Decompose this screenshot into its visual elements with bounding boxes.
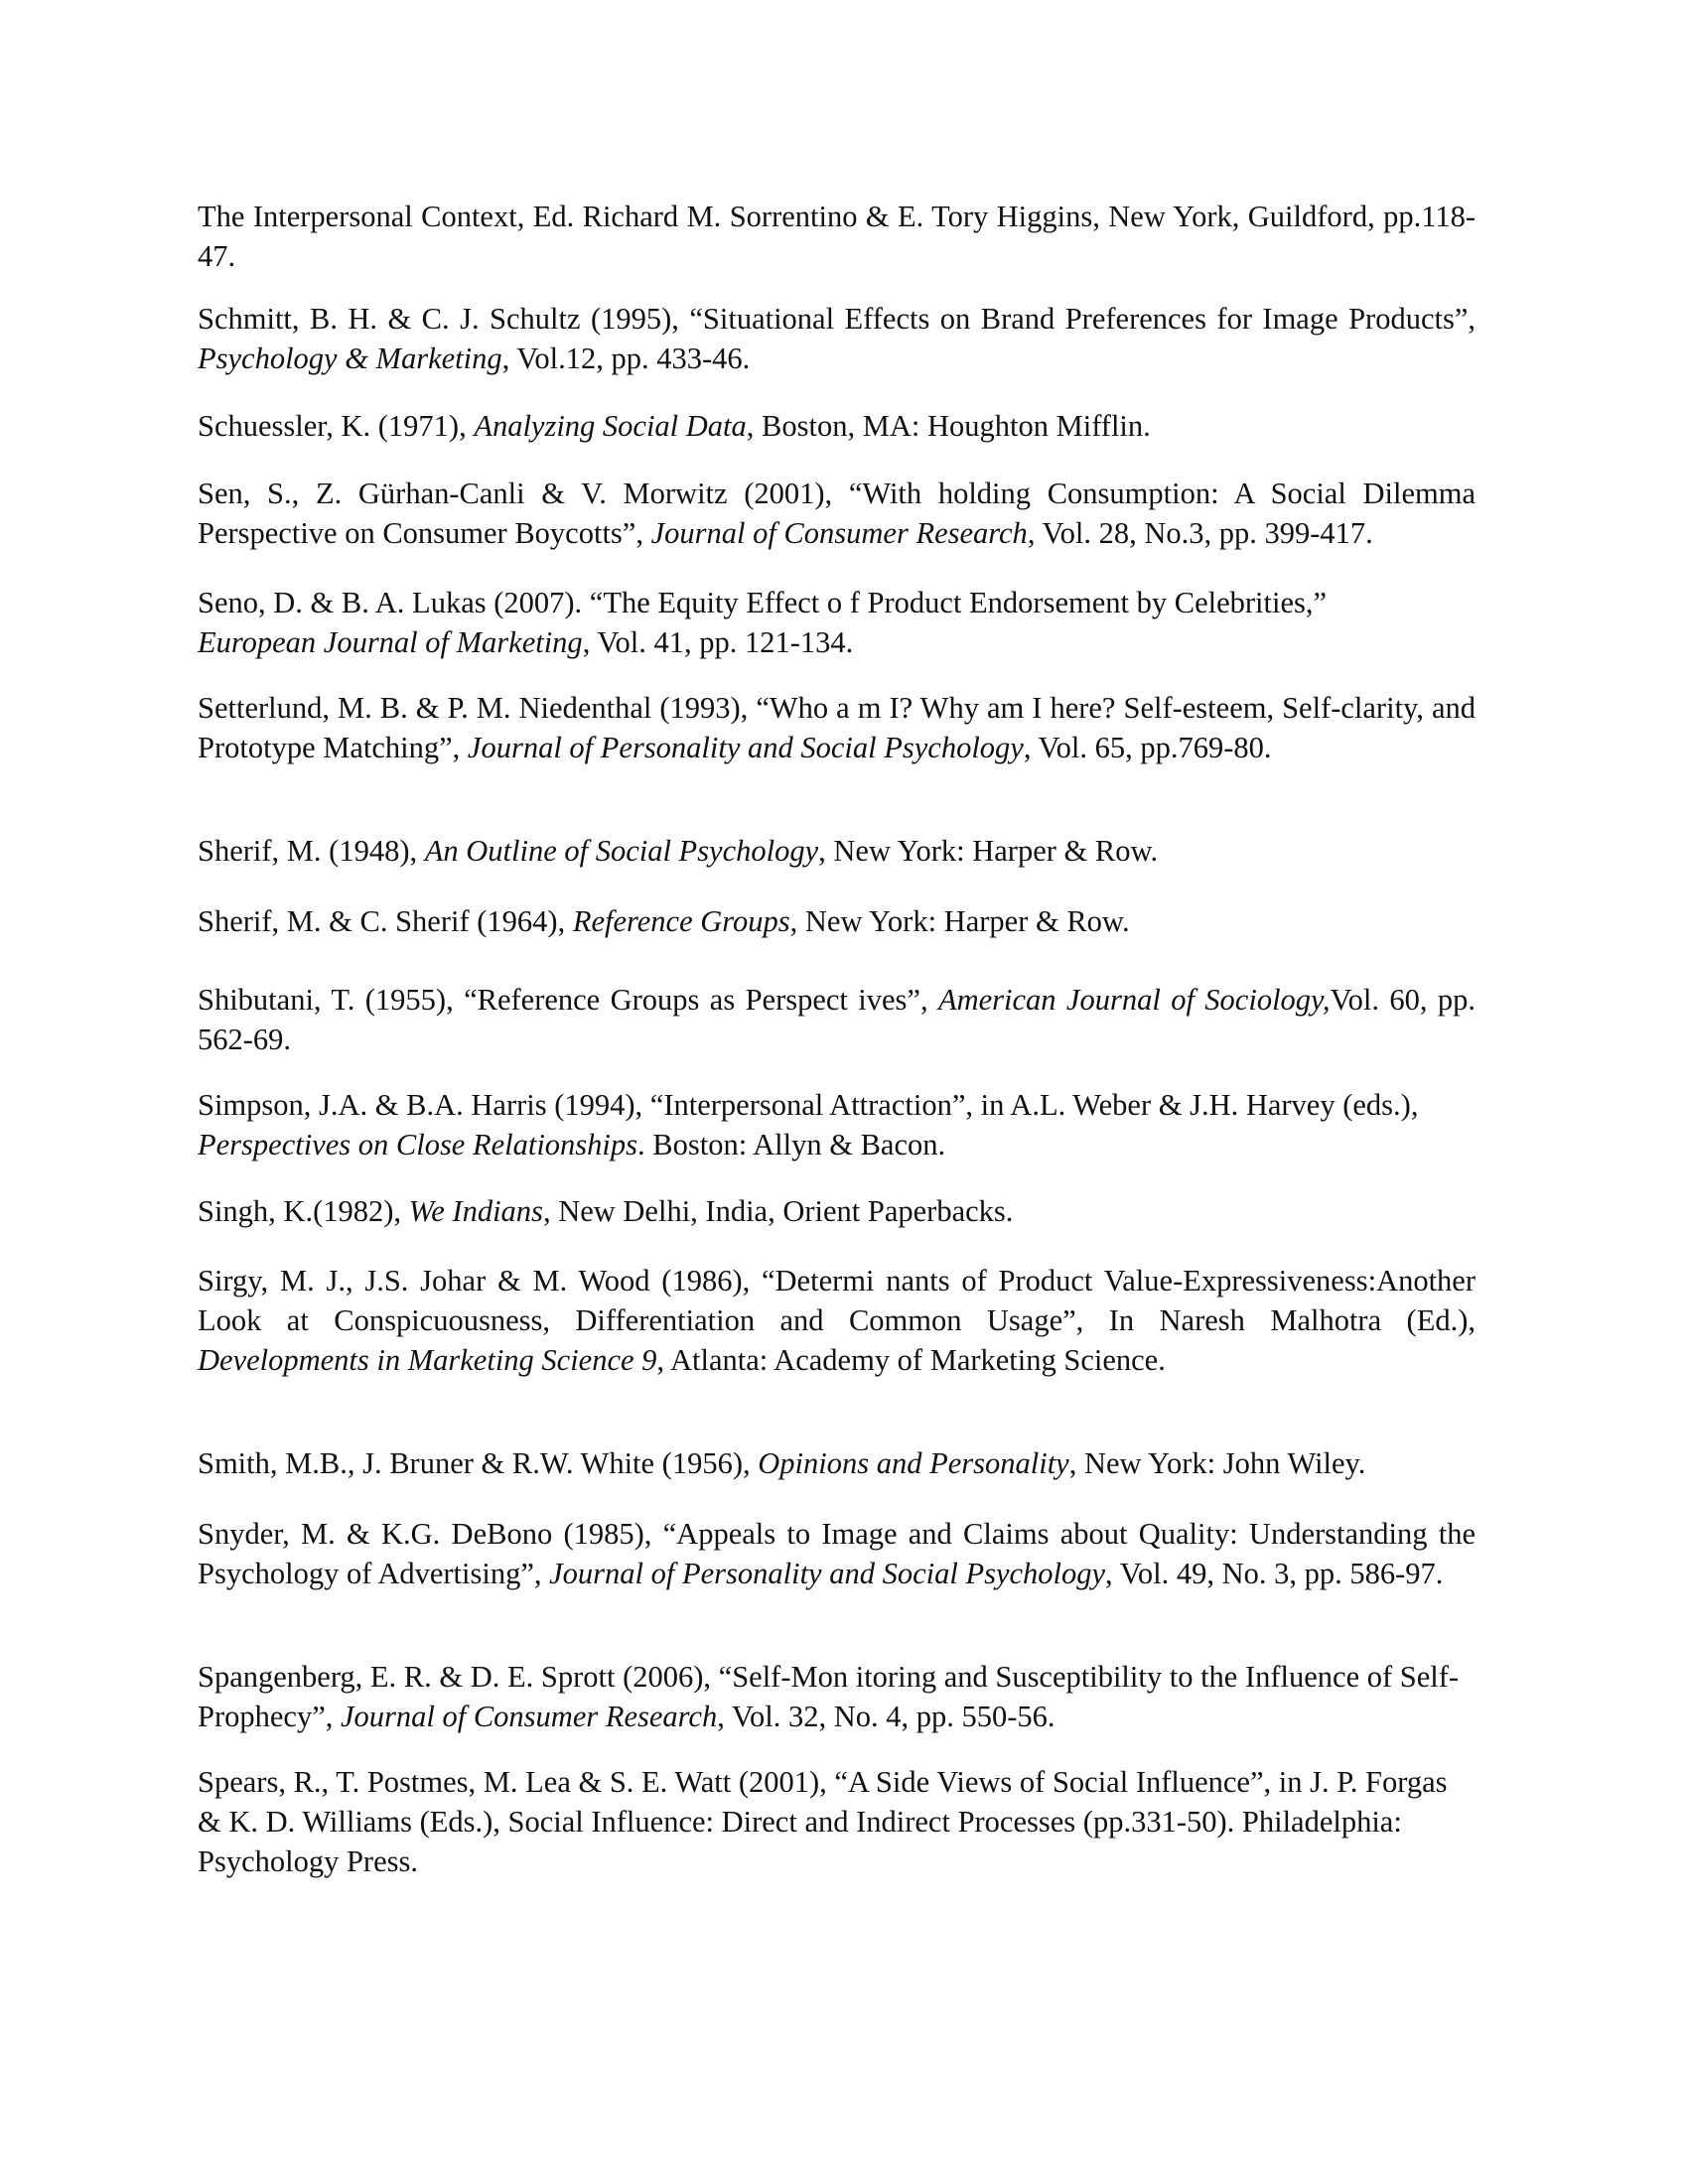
reference-text: Sirgy, M. J., J.S. Johar & M. Wood (1986), “Determi nants of Product Value-Expressiveness:Another Look at Conspicuousness, Differentiation and Common Usage”, In Naresh Malhotra (Ed.), [198,1264,1476,1337]
reference-text: , New York: Harper & Row. [818,834,1159,868]
reference-entry [198,980,1476,1059]
reference-entry [198,1191,1476,1231]
reference-text: , Vol. 49, No. 3, pp. 586-97. [1105,1557,1444,1590]
reference-entry [198,1443,1476,1483]
reference-text: . Boston: Allyn & Bacon. [637,1128,946,1161]
reference-title-italic: Journal of Consumer Research [650,516,1028,550]
reference-entry [198,901,1476,941]
reference-title-italic: Opinions and Personality [758,1446,1069,1480]
reference-entry [198,831,1476,871]
reference-text: , Vol. 28, No.3, pp. 399-417. [1027,516,1373,550]
reference-text: Shibutani, T. (1955), “Reference Groups as Perspect ives”, [198,983,938,1017]
reference-text: Sen, S., Z. Gürhan-Canli & V. Morwitz (2001), “With holding Consumption: A Social Dilemma Perspective on Consumer Boycotts”, [198,477,1476,550]
reference-entry [198,1085,1439,1164]
reference-title-italic: Journal of Personality and Social Psychology [549,1557,1106,1590]
reference-text: , New York: Harper & Row. [789,904,1130,938]
reference-title-italic: Psychology & Marketing [198,341,502,375]
reference-entry [198,1514,1476,1593]
reference-text: Vol. 60, pp. 562-69. [198,983,1476,1056]
reference-text: , Vol.12, pp. 433-46. [501,341,751,375]
reference-entry [198,688,1476,767]
reference-title-italic: European Journal of Marketing [198,625,583,659]
reference-title-italic: Journal of Personality and Social Psychology [467,731,1024,764]
reference-text: Spangenberg, E. R. & D. E. Sprott (2006), “Self-Mon itoring and Susceptibility to the Influence of Self-Prophecy”, [198,1660,1460,1733]
reference-title-italic: Journal of Consumer Research [340,1700,718,1733]
reference-entry [198,1261,1476,1380]
reference-text: Simpson, J.A. & B.A. Harris (1994), “Interpersonal Attraction”, in A.L. Weber & J.H. Harvey (eds.), [198,1088,1419,1122]
reference-title-italic: Reference Groups [572,904,790,938]
reference-title-italic: American Journal of Sociology, [937,983,1331,1017]
reference-text: Setterlund, M. B. & P. M. Niedenthal (1993), “Who a m I? Why am I here? Self-esteem, Self-clarity, and Prototype Matching”, [198,691,1476,764]
reference-text: , Boston, MA: Houghton Mifflin. [746,409,1151,443]
reference-title-italic: Analyzing Social Data [474,409,747,443]
reference-entry [198,1762,1464,1881]
reference-text: , New York: John Wiley. [1068,1446,1366,1480]
reference-title-italic: An Outline of Social Psychology [424,834,819,868]
reference-title-italic: We Indians [408,1194,543,1228]
reference-text: Snyder, M. & K.G. DeBono (1985), “Appeals to Image and Claims about Quality: Understanding the Psychology of Advertising”, [198,1517,1476,1590]
reference-entry [198,583,1429,662]
reference-text: , Atlanta: Academy of Marketing Science. [656,1343,1166,1377]
reference-entry [198,1657,1464,1736]
reference-text: , Vol. 32, No. 4, pp. 550-56. [717,1700,1055,1733]
reference-entry [198,406,1476,446]
reference-text: , New Delhi, India, Orient Paperbacks. [542,1194,1014,1228]
reference-text: , Vol. 41, pp. 121-134. [582,625,854,659]
reference-text: Singh, K.(1982), [198,1194,409,1228]
reference-text: Sherif, M. (1948), [198,834,425,868]
reference-text: , Vol. 65, pp.769-80. [1023,731,1272,764]
reference-text: Seno, D. & B. A. Lukas (2007). “The Equity Effect o f Product Endorsement by Celebrities,” [198,586,1328,619]
reference-text: Schuessler, K. (1971), [198,409,475,443]
reference-entry [198,299,1476,378]
reference-text: Schmitt, B. H. & C. J. Schultz (1995), “Situational Effects on Brand Preferences for Image Products”, [198,302,1476,336]
reference-text: Smith, M.B., J. Bruner & R.W. White (1956), [198,1446,759,1480]
reference-text: Spears, R., T. Postmes, M. Lea & S. E. Watt (2001), “A Side Views of Social Influence”, in J. P. Forgas & K. D. Williams (Eds.), Social Influence: Direct and Indirect Processes (pp.331-50). Philadelphia: Psychology Press. [198,1765,1448,1878]
reference-entry [198,474,1476,553]
reference-title-italic: Developments in Marketing Science 9 [198,1343,657,1377]
reference-title-italic: Perspectives on Close Relationships [198,1128,638,1161]
reference-text: Sherif, M. & C. Sherif (1964), [198,904,573,938]
reference-text: The Interpersonal Context, Ed. Richard M. Sorrentino & E. Tory Higgins, New York, Guildford, pp.118-47. [198,200,1476,273]
reference-entry [198,197,1476,276]
